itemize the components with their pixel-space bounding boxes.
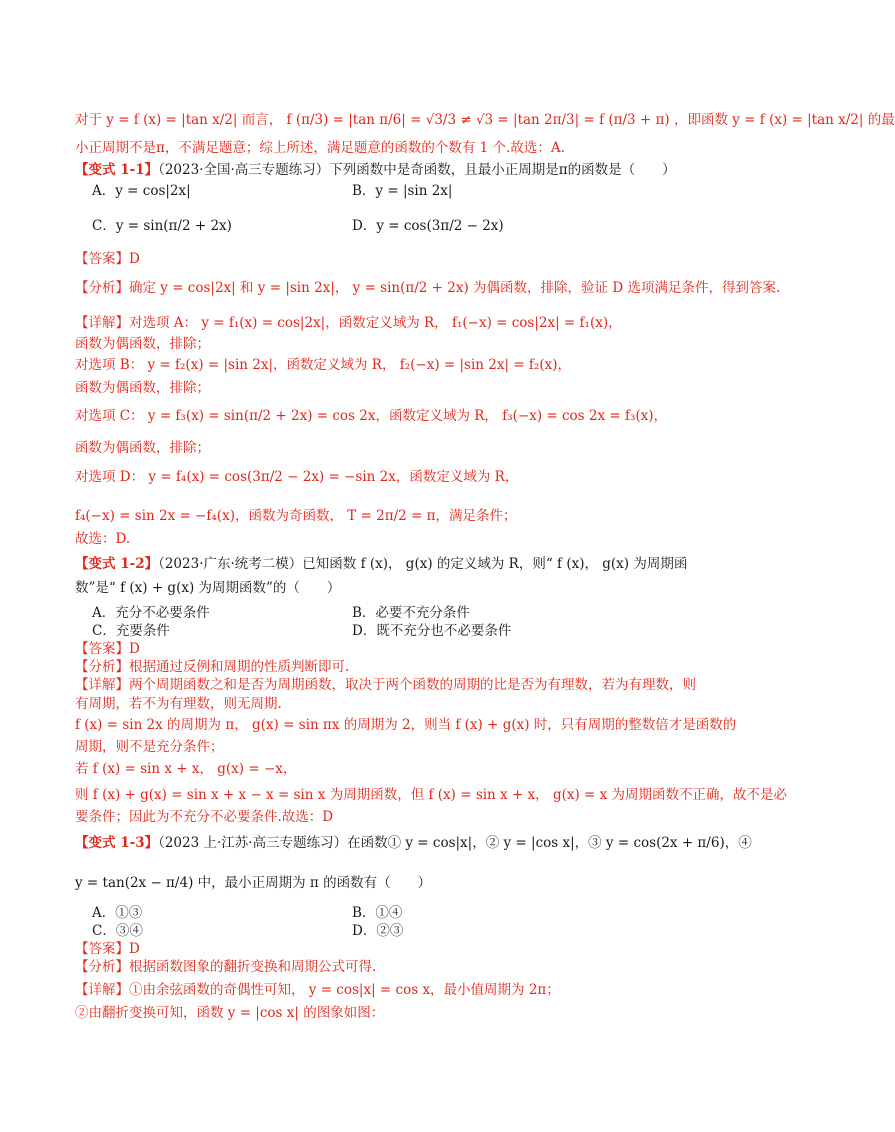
question-stem: （2023 上·江苏·高三专题练习）在函数① y = cos|x|，② y = |cos x|，③ y = cos(2x + π/6)，④ xyxy=(158,835,752,851)
option-a: A．①③ xyxy=(92,905,143,921)
question-stem-line-2: y = tan(2x − π/4) 中，最小正周期为 π 的函数有（ ） xyxy=(75,875,432,891)
detail-line: 对选项 D： y = f₄(x) = cos(3π/2 − 2x) = −sin 2x，函数定义域为 R， xyxy=(75,469,519,485)
option-a: A．充分不必要条件 xyxy=(92,605,210,621)
question-stem: （2023·全国·高三专题练习）下列函数中是奇函数，且最小正周期是π的函数是（ ） xyxy=(158,162,676,178)
detail-line: 要条件；因此为不充分不必要条件.故选：D xyxy=(75,809,334,825)
detail-line: f (x) = sin 2x 的周期为 π， g(x) = sin πx 的周期为 2，则当 f (x) + g(x) 时，只有周期的整数倍才是函数的 xyxy=(75,717,737,733)
detail-line: 函数为偶函数，排除； xyxy=(75,380,210,396)
analysis: 【分析】根据函数图象的翻折变换和周期公式可得. xyxy=(75,959,377,975)
question-1-3-header xyxy=(75,833,752,853)
detail-line: 有周期，若不为有理数，则无周期. xyxy=(75,696,282,712)
option-a: A．y = cos|2x| xyxy=(92,183,191,199)
detail-line: 对选项 C： y = f₃(x) = sin(π/2 + 2x) = cos 2x，函数定义域为 R， f₃(−x) = cos 2x = f₃(x)， xyxy=(75,408,668,424)
question-tag: 【变式 1-1】 xyxy=(75,162,159,178)
detail-line: 【详解】两个周期函数之和是否为周期函数，取决于两个函数的周期的比是否为有理数，若为有理数，则 xyxy=(75,677,696,693)
detail-line: 故选：D. xyxy=(75,531,131,547)
prev-solution-line-1: 对于 y = f (x) = |tan x/2| 而言， f (π/3) = |tan π/6| = √3/3 ≠ √3 = |tan 2π/3| = f (π/3 + π) ，即函数 y = f (x) = |tan x/2| 的最 xyxy=(75,112,895,128)
question-stem: （2023·广东·统考二模）已知函数 f (x)， g(x) 的定义域为 R，则“ f (x)， g(x) 为周期函 xyxy=(158,556,688,572)
question-1-2-header xyxy=(75,554,735,574)
question-tag: 【变式 1-3】 xyxy=(75,835,159,851)
question-1-1-header xyxy=(75,160,735,180)
prev-solution-line-2: 小正周期不是π，不满足题意；综上所述，满足题意的函数的个数有 1 个.故选：A. xyxy=(75,140,565,156)
option-d: D．y = cos(3π/2 − 2x) xyxy=(352,218,504,234)
option-c: C．充要条件 xyxy=(92,623,170,639)
option-d: D．②③ xyxy=(352,923,404,939)
detail-line: 则 f (x) + g(x) = sin x + x − x = sin x 为周期函数，但 f (x) = sin x + x， g(x) = x 为周期函数不正确，故不是必 xyxy=(75,787,788,803)
option-b: B．必要不充分条件 xyxy=(352,605,470,621)
detail-line: ②由翻折变换可知，函数 y = |cos x| 的图象如图： xyxy=(75,1005,385,1021)
detail-line: 对选项 B： y = f₂(x) = |sin 2x|，函数定义域为 R， f₂(−x) = |sin 2x| = f₂(x)， xyxy=(75,357,571,373)
answer: 【答案】D xyxy=(75,941,140,957)
option-c: C．y = sin(π/2 + 2x) xyxy=(92,218,232,234)
analysis: 【分析】确定 y = cos|2x| 和 y = |sin 2x|， y = sin(π/2 + 2x) 为偶函数，排除，验证 D 选项满足条件，得到答案. xyxy=(75,280,781,296)
detail-line: f₄(−x) = sin 2x = −f₄(x)，函数为奇函数， T = 2π/2 = π，满足条件； xyxy=(75,508,517,524)
option-d: D．既不充分也不必要条件 xyxy=(352,623,512,639)
option-b: B．y = |sin 2x| xyxy=(352,183,453,199)
question-stem-line-2: 数”是“ f (x) + g(x) 为周期函数”的（ ） xyxy=(75,580,341,596)
analysis: 【分析】根据通过反例和周期的性质判断即可. xyxy=(75,659,350,675)
detail-line: 函数为偶函数，排除； xyxy=(75,336,210,352)
answer: 【答案】D xyxy=(75,641,140,657)
detail-line: 【详解】①由余弦函数的奇偶性可知， y = cos|x| = cos x，最小值周期为 2π； xyxy=(75,982,560,998)
answer: 【答案】D xyxy=(75,251,140,267)
detail-line: 若 f (x) = sin x + x， g(x) = −x， xyxy=(75,761,297,777)
question-tag: 【变式 1-2】 xyxy=(75,556,159,572)
detail-line: 周期，则不是充分条件； xyxy=(75,739,224,755)
option-c: C．③④ xyxy=(92,923,143,939)
detail-line: 【详解】对选项 A： y = f₁(x) = cos|2x|，函数定义域为 R， f₁(−x) = cos|2x| = f₁(x)， xyxy=(75,315,622,331)
option-b: B．①④ xyxy=(352,905,403,921)
detail-line: 函数为偶函数，排除； xyxy=(75,440,210,456)
